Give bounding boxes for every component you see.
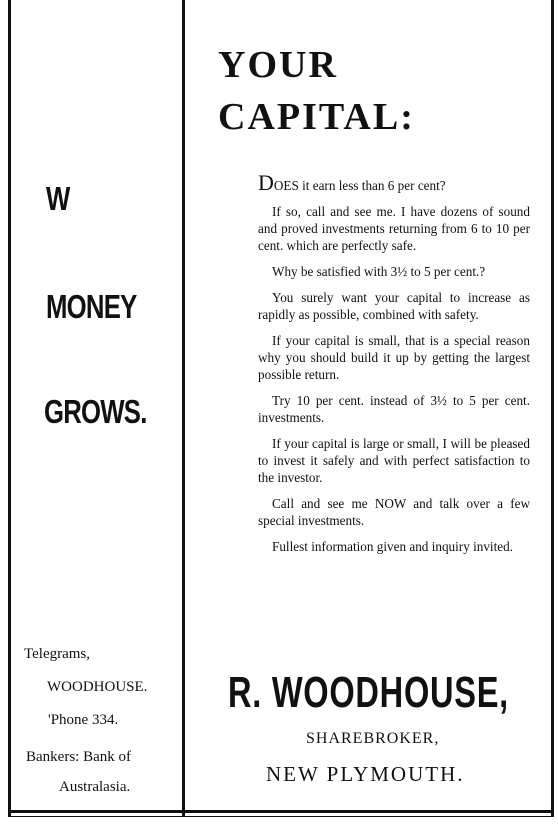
bankers-label: Bankers: Bank of bbox=[26, 749, 131, 765]
center-divider-rule bbox=[182, 0, 185, 816]
slogan-line-3: GROWS. bbox=[44, 393, 147, 430]
phone-number: 'Phone 334. bbox=[48, 712, 119, 728]
paragraph-3: Why be satisfied with 3½ to 5 per cent.? bbox=[272, 264, 486, 279]
advertiser-name: R. WOODHOUSE, bbox=[228, 668, 509, 717]
slogan-line-2: MONEY bbox=[46, 288, 137, 325]
paragraph-4: You surely want your capital to increase as rapidly as possible, combined with safety. bbox=[258, 290, 530, 322]
paragraph-6: Try 10 per cent. instead of 3½ to 5 per cent. investments. bbox=[258, 393, 530, 425]
left-border-rule bbox=[8, 0, 11, 816]
paragraph-2: If so, call and see me. I have dozens of sound and proved investments returning from 6 to 10 per cent. which are perfectly safe. bbox=[258, 204, 530, 253]
paragraph-7: If your capital is large or small, I will be pleased to invest it safely and with perfect satisfaction to the investor. bbox=[258, 436, 530, 485]
advertiser-trade: SHAREBROKER, bbox=[306, 730, 440, 747]
drop-cap: D bbox=[258, 170, 274, 195]
paragraph-1 bbox=[258, 170, 530, 195]
right-border-rule bbox=[551, 0, 554, 816]
paragraph-5: If your capital is small, that is a special reason why you should build it up by getting the largest possible return. bbox=[258, 333, 530, 382]
bankers-value: Australasia. bbox=[59, 779, 131, 795]
right-panel bbox=[188, 0, 550, 812]
bottom-thin-rule bbox=[8, 816, 554, 817]
telegrams-value: WOODHOUSE. bbox=[47, 679, 148, 695]
headline-capital: CAPITAL: bbox=[218, 96, 415, 138]
slogan-line-1: W bbox=[46, 180, 70, 217]
left-panel bbox=[14, 0, 182, 812]
advertiser-town: NEW PLYMOUTH. bbox=[266, 762, 465, 786]
paragraph-8: Call and see me NOW and talk over a few special investments. bbox=[258, 496, 530, 528]
headline-your: YOUR bbox=[218, 44, 338, 86]
advertisement-body bbox=[258, 170, 530, 564]
paragraph-1-text: OES it earn less than 6 per cent? bbox=[273, 178, 446, 193]
paragraph-9: Fullest information given and inquiry invited. bbox=[272, 539, 514, 554]
telegrams-label: Telegrams, bbox=[24, 646, 91, 662]
